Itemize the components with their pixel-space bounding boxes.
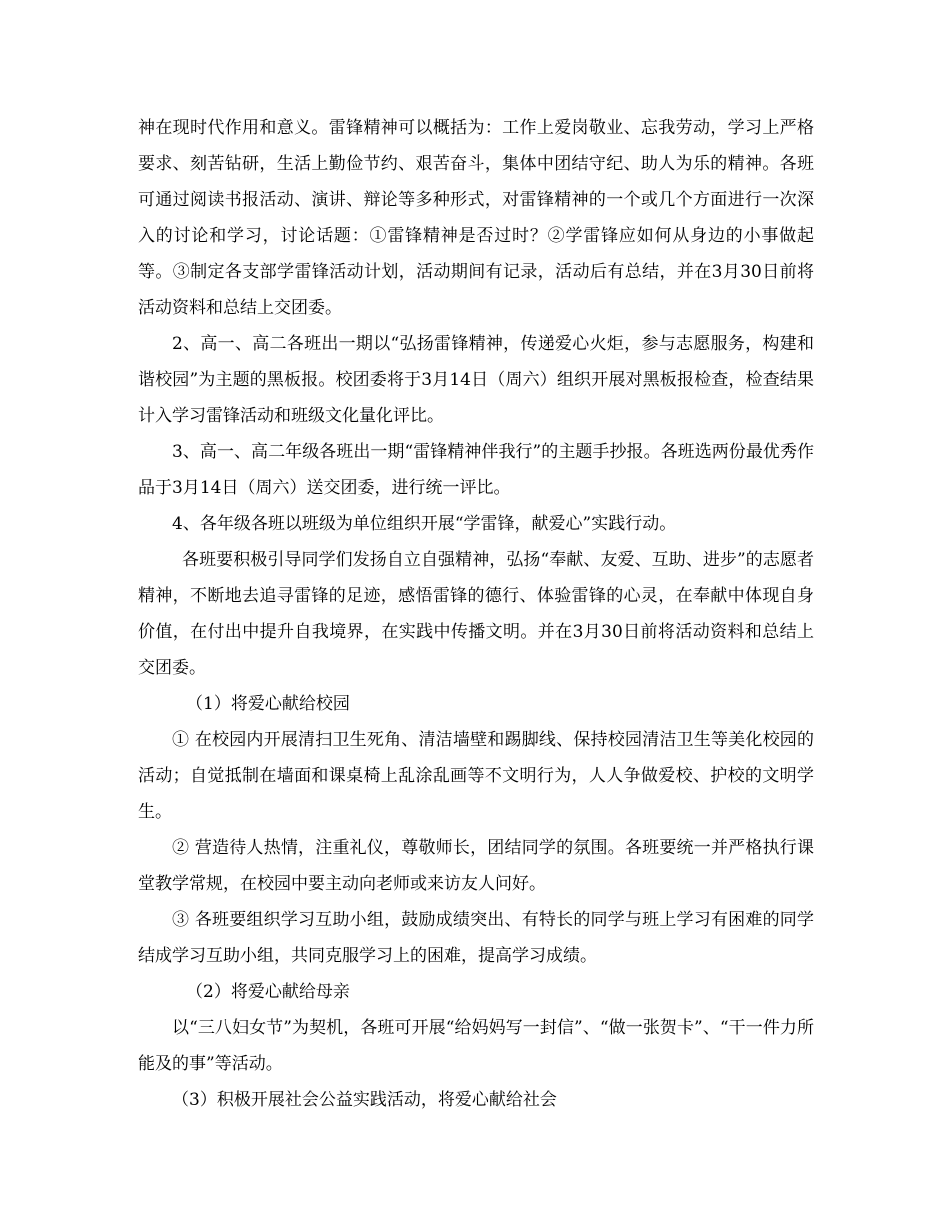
paragraph-campus-1: ① 在校园内开展清扫卫生死角、清洁墙壁和踢脚线、保持校园清洁卫生等美化校园的活动；自觉抵制在墙面和课桌椅上乱涂乱画等不文明行为，人人争做爱校、护校的文明学生。: [138, 730, 814, 822]
paragraph-continuation: 神在现时代作用和意义。雷锋精神可以概括为：工作上爱岗敬业、忘我劳动，学习上严格要求、刻苦钻研，生活上勤俭节约、艰苦奋斗，集体中团结守纪、助人为乐的精神。各班可通过阅读书报活动、演讲、辩论等多种形式，对雷锋精神的一个或几个方面进行一次深入的讨论和学习，讨论话题：①雷锋精神是否过时？②学雷锋应如何从身边的小事做起等。③制定各支部学雷锋活动计划，活动期间有记录，活动后有总结，并在3月30日前将活动资料和总结上交团委。: [138, 118, 814, 318]
paragraph-campus-2: ② 营造待人热情，注重礼仪，尊敬师长，团结同学的氛围。各班要统一并严格执行课堂教学常规，在校园中要主动向老师或来访友人问好。: [138, 838, 814, 894]
subheading-campus: （1）将爱心献给校园: [186, 694, 350, 714]
paragraph-item-4: 4、各年级各班以班级为单位组织开展“学雷锋，献爱心”实践行动。: [172, 514, 677, 534]
subheading-mother: （2）将爱心献给母亲: [186, 982, 350, 1002]
paragraph-volunteer-spirit: 各班要积极引导同学们发扬自立自强精神，弘扬“奉献、友爱、互助、进步”的志愿者精神，不断地去追寻雷锋的足迹，感悟雷锋的德行、体验雷锋的心灵，在奉献中体现自身价值，在付出中提升自我境界，在实践中传播文明。并在3月30日前将活动资料和总结上交团委。: [138, 550, 814, 678]
paragraph-campus-3: ③ 各班要组织学习互助小组，鼓励成绩突出、有特长的同学与班上学习有困难的同学结成学习互助小组，共同克服学习上的困难，提高学习成绩。: [138, 910, 814, 966]
paragraph-item-3: 3、高一、高二年级各班出一期“雷锋精神伴我行”的主题手抄报。各班选两份最优秀作品于3月14日（周六）送交团委，进行统一评比。: [138, 442, 814, 498]
paragraph-item-2: 2、高一、高二各班出一期以“弘扬雷锋精神，传递爱心火炬，参与志愿服务，构建和谐校园”为主题的黑板报。校团委将于3月14日（周六）组织开展对黑板报检查，检查结果计入学习雷锋活动和班级文化量化评比。: [138, 334, 814, 426]
subheading-society: （3）积极开展社会公益实践活动，将爱心献给社会: [172, 1090, 557, 1110]
document-body: [138, 110, 814, 1118]
paragraph-mother: 以“三八妇女节”为契机，各班可开展“给妈妈写一封信”、“做一张贺卡”、“干一件力所能及的事”等活动。: [138, 1018, 814, 1074]
